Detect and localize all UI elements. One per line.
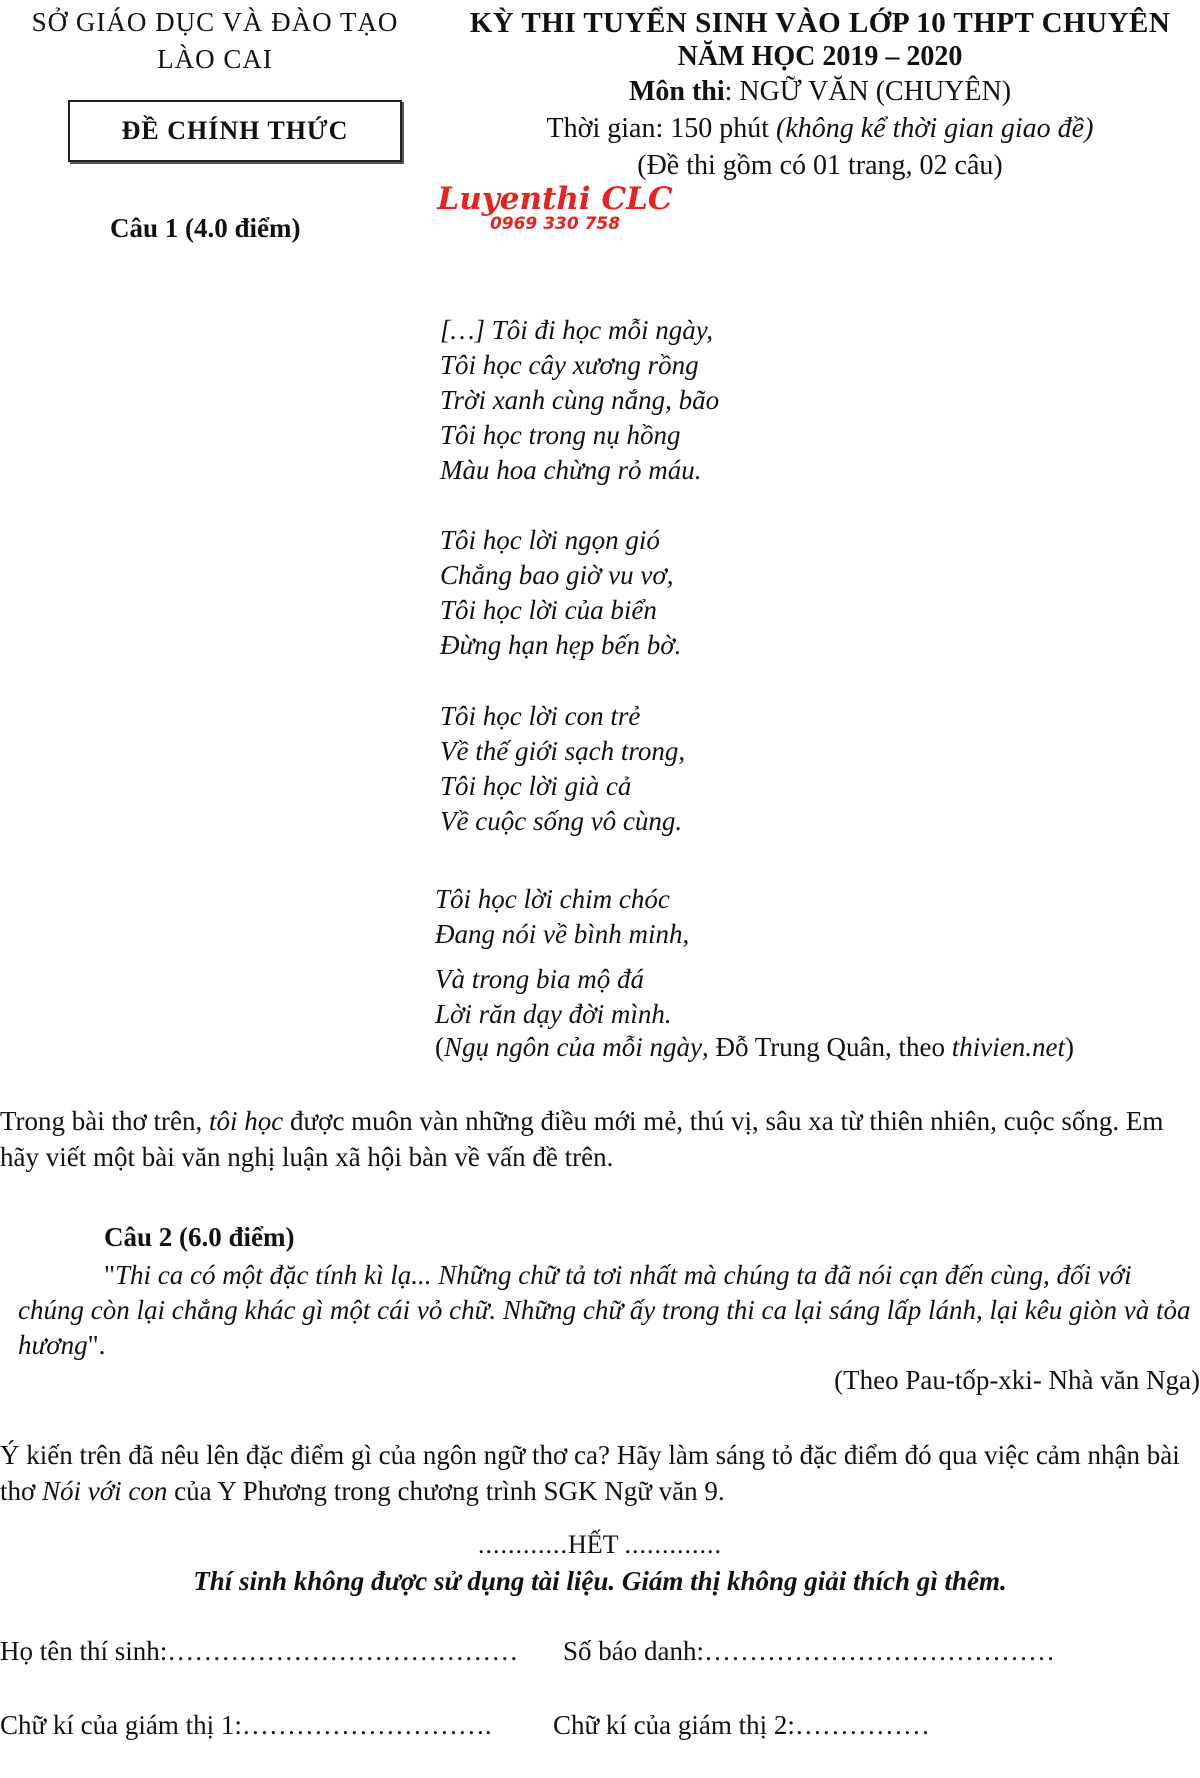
question2-quote [18, 1258, 1200, 1363]
poem-line: Về thế giới sạch trong, [440, 736, 686, 766]
watermark-phone: 0969 330 758 [489, 214, 621, 234]
quote-mark-close: ". [87, 1330, 106, 1360]
poem-line: Màu hoa chừng rỏ máu. [440, 455, 702, 485]
poem-line: Chẳng bao giờ vu vơ, [440, 560, 674, 590]
credit-author: , Đỗ Trung Quân, theo [701, 1032, 952, 1062]
quote-mark-open: " [104, 1260, 116, 1290]
poem-line: Tôi học lời con trẻ [440, 701, 641, 731]
end-marker [0, 1530, 1200, 1560]
question2-heading: Câu 2 (6.0 điểm) [104, 1222, 295, 1252]
candidate-name-field: Họ tên thí sinh:………………………………… [0, 1636, 519, 1666]
credit-title: Ngụ ngôn của mỗi ngày [444, 1032, 702, 1062]
subject-label: Môn thi [628, 76, 725, 107]
school-year: NĂM HỌC 2019 – 2020 [677, 41, 963, 72]
candidate-id-field: Số báo danh:………………………………… [563, 1636, 1055, 1666]
end-dots: ............ [477, 1530, 568, 1559]
official-stamp-box [68, 100, 402, 162]
poem-line: Tôi học lời ngọn gió [440, 525, 660, 555]
prompt-text: của Y Phương trong chương trình SGK Ngữ văn 9. [167, 1476, 725, 1506]
question1-heading: Câu 1 (4.0 điểm) [110, 213, 301, 243]
issuing-authority [0, 4, 430, 78]
question1-prompt [0, 1103, 1200, 1175]
poem-line: Về cuộc sống vô cùng. [440, 806, 683, 836]
poem-line: Đang nói về bình minh, [435, 919, 690, 949]
official-label: ĐỀ CHÍNH THỨC [121, 116, 349, 145]
prompt-text: được muôn vàn những điều mới mẻ, thú vị, sâu xa từ thiên nhiên, cuộc sống. Em hãy viết một bài văn nghị luận xã hội bàn về vấn đề trên. [0, 1106, 1164, 1172]
poem-line: Lời răn dạy đời mình. [435, 999, 672, 1029]
authority-line2: LÀO CAI [157, 44, 273, 74]
subject-value: : NGỮ VĂN (CHUYÊN) [724, 76, 1012, 107]
poem-stanza-4b [435, 962, 672, 1032]
poem-line: Trời xanh cùng nắng, bão [440, 385, 720, 415]
watermark-logo [425, 183, 685, 233]
quote-source: (Theo Pau-tốp-xki- Nhà văn Nga) [834, 1365, 1200, 1395]
poem-line: Và trong bia mộ đá [435, 964, 644, 994]
subject-line [440, 74, 1200, 110]
proctor2-signature-field: Chữ kí của giám thị 2:…………… [553, 1710, 930, 1740]
time-line [440, 110, 1200, 147]
proctor1-signature-field: Chữ kí của giám thị 1:………………………. [0, 1710, 492, 1740]
page-count: (Đề thi gồm có 01 trang, 02 câu) [637, 150, 1003, 181]
quote-text: Thi ca có một đặc tính kì lạ... Những chữ tả tơi nhất mà chúng ta đã nói cạn đến cùng, đối với chúng còn lại chẳng khác gì một cái vỏ chữ. Những chữ ấy trong thi ca lại sáng lấp lánh, lại kêu giòn và tỏa hương [18, 1260, 1191, 1360]
poem-line: Tôi học cây xương rồng [440, 350, 699, 380]
exam-title: KỲ THI TUYỂN SINH VÀO LỚP 10 THPT CHUYÊN [469, 7, 1171, 39]
poem-line: Tôi học lời già cả [440, 771, 632, 801]
end-dots: ............. [624, 1530, 723, 1559]
poem-stanza-4a [435, 882, 689, 952]
poem-line: Tôi học lời của biển [440, 595, 657, 625]
time-note: (không kể thời gian giao đề) [776, 113, 1094, 144]
credit-paren-close: ) [1064, 1032, 1074, 1062]
authority-line1: SỞ GIÁO DỤC VÀ ĐÀO TẠO [31, 7, 399, 37]
end-label: HẾT [567, 1530, 619, 1559]
poem-credit [435, 1030, 1074, 1065]
time-text: Thời gian: 150 phút [546, 113, 770, 144]
credit-paren-open: ( [435, 1032, 444, 1062]
poem-stanza-1 [440, 313, 719, 488]
prompt-work-title: Nói với con [42, 1476, 168, 1506]
prompt-emphasis: tôi học [209, 1106, 284, 1136]
poem-stanza-2 [440, 523, 681, 663]
poem-stanza-3 [440, 699, 685, 839]
exam-header [440, 6, 1200, 184]
question2-prompt [0, 1437, 1200, 1509]
watermark-brand: Luyenthi CLC [437, 181, 673, 217]
poem-line: […] Tôi đi học mỗi ngày, [440, 315, 714, 345]
poem-line: Tôi học lời chim chóc [435, 884, 670, 914]
credit-site: thivien.net [951, 1032, 1065, 1062]
prompt-text: Ý kiến trên đã nêu lên đặc điểm gì của ngôn ngữ thơ ca? Hãy làm sáng tỏ đặc điểm đó qua việc cảm nhận bài thơ [0, 1440, 1180, 1506]
poem-line: Tôi học trong nụ hồng [440, 420, 681, 450]
exam-note: Thí sinh không được sử dụng tài liệu. Giám thị không giải thích gì thêm. [193, 1566, 1007, 1596]
prompt-text: Trong bài thơ trên, [0, 1106, 210, 1136]
poem-line: Đừng hạn hẹp bến bờ. [440, 630, 682, 660]
